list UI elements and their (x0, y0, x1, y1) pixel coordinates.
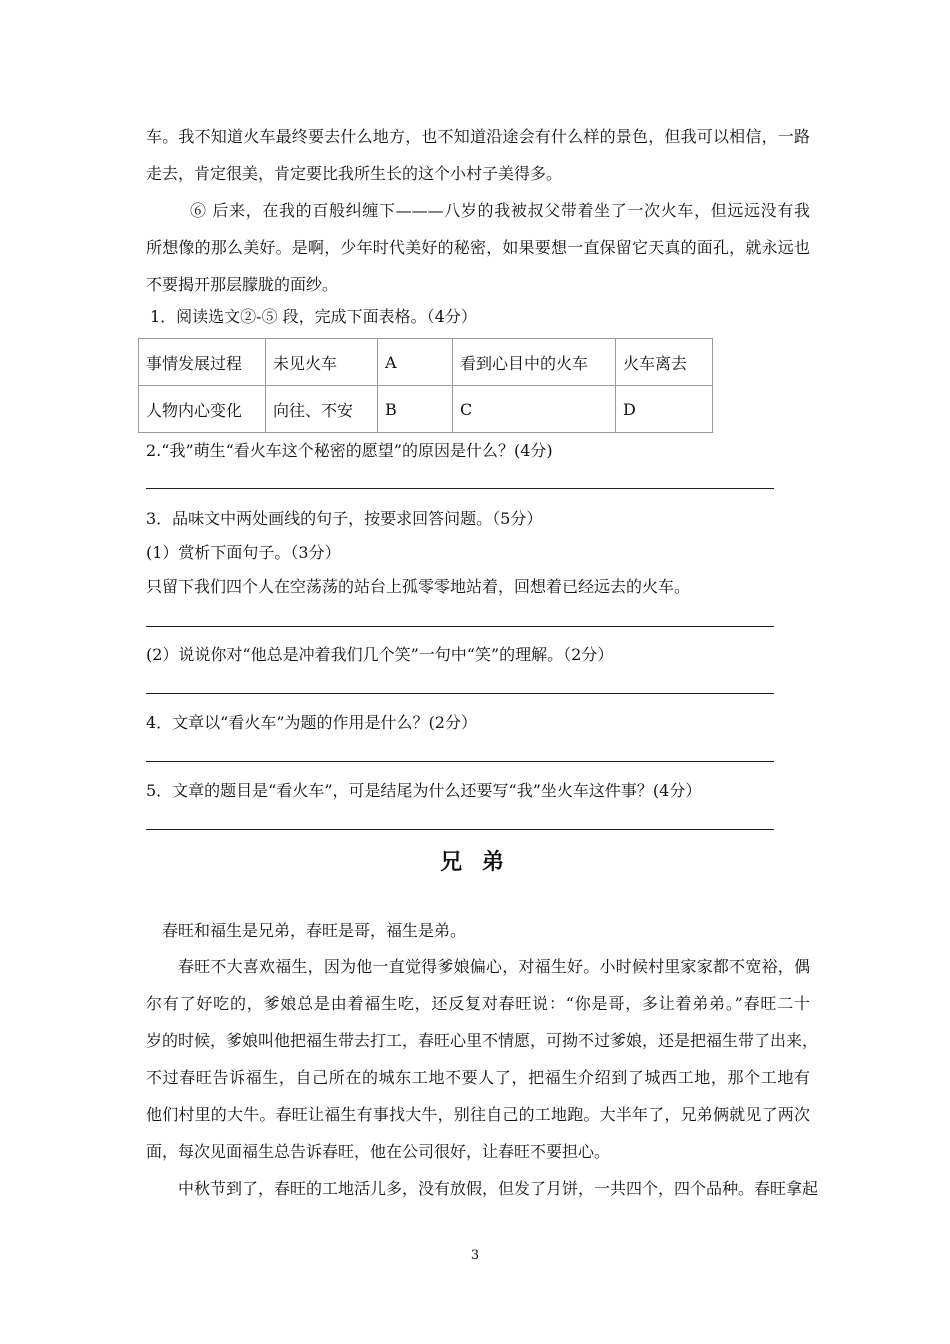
table-cell: 人物内心变化 (139, 386, 266, 433)
table-cell: C (453, 386, 616, 433)
table-cell: B (378, 386, 453, 433)
table-cell: 向往、不安 (266, 386, 378, 433)
table-cell: 事情发展过程 (139, 339, 266, 386)
page-number: 3 (470, 1248, 480, 1263)
story-line: 尔有了好吃的，爹娘总是由着福生吃，还反复对春旺说：“你是哥，多让着弟弟。”春旺二十 (146, 994, 810, 1013)
passage-line: 所想像的那么美好。是啊，少年时代美好的秘密，如果要想一直保留它天真的面孔，就永远也 (146, 238, 810, 257)
passage-paragraph-6: ⑥ 后来，在我的百般纠缠下———八岁的我被叔父带着坐了一次火车，但远远没有我 (190, 201, 810, 220)
table-cell: 未见火车 (266, 339, 378, 386)
question-1: 1．阅读选文②-⑤ 段，完成下面表格。（4分） (150, 307, 477, 326)
answer-line (146, 626, 774, 627)
table-row (139, 339, 713, 386)
table-cell: D (616, 386, 713, 433)
question-4: 4．文章以“看火车”为题的作用是什么？(2分） (146, 713, 477, 732)
story-line: 春旺和福生是兄弟，春旺是哥，福生是弟。 (162, 921, 467, 940)
answer-line (146, 693, 774, 694)
story-title: 兄 弟 (440, 850, 510, 875)
answer-table (138, 338, 713, 433)
answer-line (146, 761, 774, 762)
question-3-1-sentence: 只留下我们四个人在空荡荡的站台上孤零零地站着，回想着已经远去的火车。 (146, 577, 691, 596)
table-cell: 看到心目中的火车 (453, 339, 616, 386)
story-line: 面，每次见面福生总告诉春旺，他在公司很好，让春旺不要担心。 (146, 1142, 611, 1161)
passage-line: 走去，肯定很美，肯定要比我所生长的这个小村子美得多。 (146, 164, 563, 183)
question-2: 2.“我”萌生“看火车这个秘密的愿望”的原因是什么？(4分) (146, 441, 553, 460)
table-row (139, 386, 713, 433)
story-line: 岁的时候，爹娘叫他把福生带去打工，春旺心里不情愿，可拗不过爹娘，还是把福生带了出来， (146, 1031, 819, 1050)
table-cell: 火车离去 (616, 339, 713, 386)
story-line: 中秋节到了，春旺的工地活儿多，没有放假，但发了月饼，一共四个，四个品种。春旺拿起 (178, 1179, 819, 1198)
question-3-2: (2）说说你对“他总是冲着我们几个笑”一句中“笑”的理解。（2分） (146, 645, 614, 664)
story-line: 不过春旺告诉福生，自己所在的城东工地不要人了，把福生介绍到了城西工地，那个工地有 (146, 1068, 810, 1087)
passage-line: 不要揭开那层朦胧的面纱。 (146, 275, 339, 294)
table-cell: A (378, 339, 453, 386)
answer-line (146, 829, 774, 830)
question-5: 5．文章的题目是“看火车”，可是结尾为什么还要写“我”坐火车这件事？(4分） (146, 781, 702, 800)
story-line: 春旺不大喜欢福生，因为他一直觉得爹娘偏心，对福生好。小时候村里家家都不宽裕，偶 (178, 957, 810, 976)
story-line: 他们村里的大牛。春旺让福生有事找大牛，别往自己的工地跑。大半年了，兄弟俩就见了两次 (146, 1105, 810, 1124)
passage-line: 车。我不知道火车最终要去什么地方，也不知道沿途会有什么样的景色，但我可以相信，一路 (146, 127, 810, 146)
question-3-1: (1）赏析下面句子。（3分） (146, 543, 341, 562)
answer-line (146, 488, 774, 489)
question-3: 3．品味文中两处画线的句子，按要求回答问题。（5分） (146, 509, 543, 528)
